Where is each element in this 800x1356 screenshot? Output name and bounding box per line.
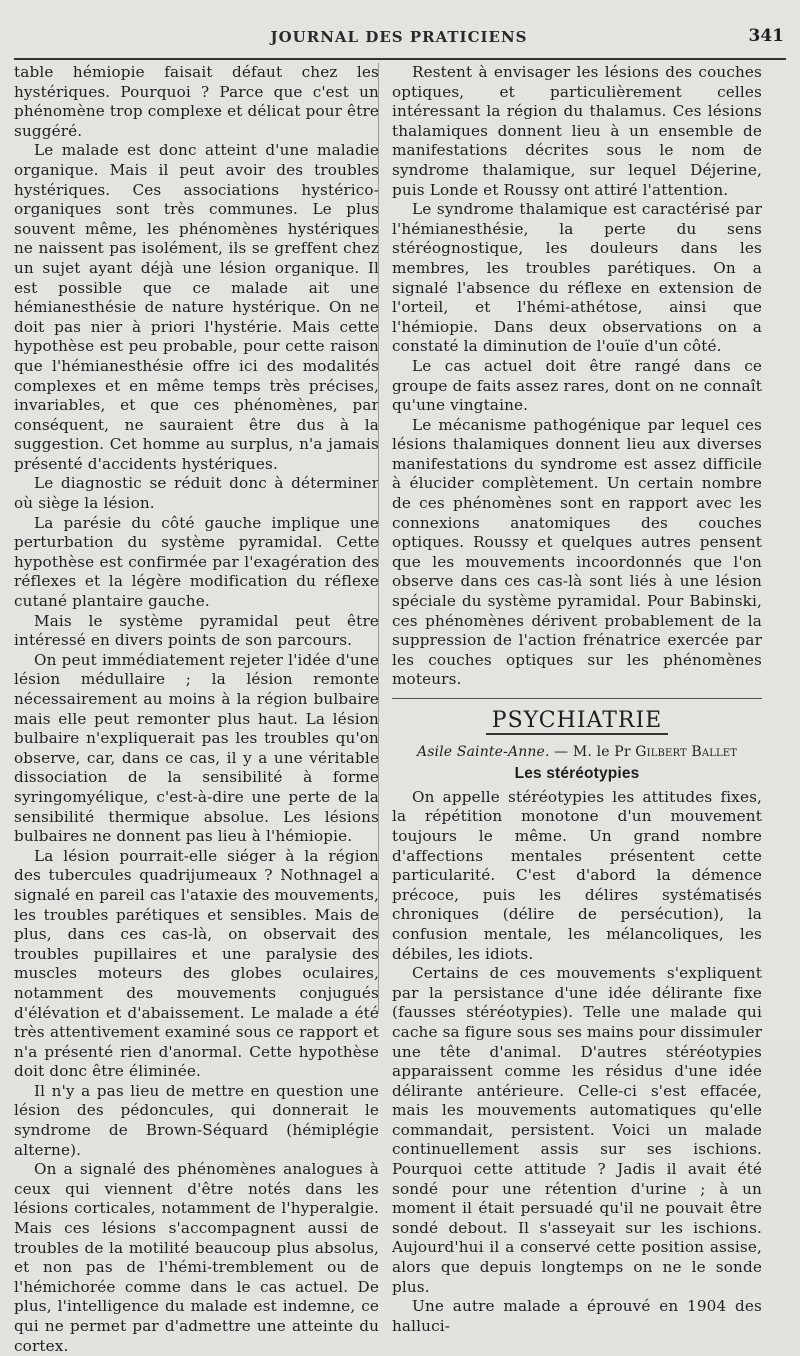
paragraph: On appelle stéréotypies les attitudes fixes, la répétition monotone d'un mouvement toujours le même. Un grand nombre d'affections mentales présentent cette particularité. C'est d'abord la démence précoce, puis les délires systématisés chroniques (délire de persécution), la confusion mentale, les mélancoliques, les débiles, les idiots.: [392, 787, 762, 963]
left-column: [14, 63, 379, 1356]
byline-separator: — M. le Pr: [549, 743, 636, 760]
paragraph: Il n'y a pas lieu de mettre en question une lésion des pédoncules, qui donnerait le syndrome de Brown-Séquard (hémiplégie alterne).: [14, 1081, 379, 1159]
running-title: JOURNAL DES PRATICIENS: [270, 28, 528, 46]
section-heading: [392, 708, 762, 735]
right-column: [392, 63, 762, 1336]
paragraph: Le mécanisme pathogénique par lequel ces lésions thalamiques donnent lieu aux diverses manifestations du syndrome est assez difficile à élucider complètement. Un certain nombre de ces phénomènes sont en rapport avec les connexions anatomiques des couches optiques. Roussy et quelques autres pensent que les mouvements incoordonnés que l'on observe dans ces cas-là sont liés à une lésion spéciale du système pyramidal. Pour Babinski, ces phénomènes dérivent probablement de la suppression de l'action frénatrice exercée par les couches optiques sur les phénomènes moteurs.: [392, 415, 762, 689]
byline: [392, 743, 762, 763]
paragraph: Le syndrome thalamique est caractérisé par l'hémianesthésie, la perte du sens stéréognostique, les douleurs dans les membres, les troubles parétiques. On a signalé l'absence du réflexe en extension de l'orteil, et l'hémi-athétose, ainsi que l'hémiopie. Dans deux observations on a constaté la diminution de l'ouïe d'un côté.: [392, 200, 762, 356]
header-rule: [14, 58, 786, 60]
paragraph: Mais le système pyramidal peut être intéressé en divers points de son parcours.: [14, 611, 379, 650]
paragraph: Le diagnostic se réduit donc à déterminer où siège la lésion.: [14, 474, 379, 513]
paragraph: On peut immédiatement rejeter l'idée d'une lésion médullaire ; la lésion remonte nécessairement au moins à la région bulbaire mais elle peut remonter plus haut. La lésion bulbaire n'expliquerait pas les troubles qu'on observe, car, dans ce cas, il y a une véritable dissociation de la sensibilité à forme syringomyélique, c'est-à-dire une perte de la sensibilité thermique absolue. Les lésions bulbaires ne donnent pas lieu à l'hémiopie.: [14, 650, 379, 846]
paragraph: Une autre malade a éprouvé en 1904 des halluci-: [392, 1297, 762, 1335]
page-number: 341: [748, 26, 784, 46]
paragraph: La parésie du côté gauche implique une perturbation du système pyramidal. Cette hypothèse est confirmée par l'exagération des réflexes et la légère modification du réflexe cutané plantaire gauche.: [14, 513, 379, 611]
page-header: [14, 24, 784, 54]
paragraph: On a signalé des phénomènes analogues à ceux qui viennent d'être notés dans les lésions corticales, notamment de l'hyperalgie. Mais ces lésions s'accompagnent aussi de troubles de la motilité beaucoup plus absolus, et non pas de l'hémi-tremblement ou de l'hémichorée comme dans le cas actuel. De plus, l'intelligence du malade est indemne, ce qui ne permet par d'admettre une atteinte du cortex.: [14, 1160, 379, 1355]
paragraph: Restent à envisager les lésions des couches optiques, et particulièrement celles intéressant la région du thalamus. Ces lésions thalamiques donnent lieu à un ensemble de manifestations décrites sous le nom de syndrome thalamique, sur lequel Déjerine, puis Londe et Roussy ont attiré l'attention.: [392, 63, 762, 199]
byline-name: Gilbert Ballet: [635, 743, 738, 760]
article-title: Les stéréotypies: [514, 765, 640, 783]
column-divider: [378, 63, 379, 1013]
paragraph: table hémiopie faisait défaut chez les hystériques. Pourquoi ? Parce que c'est un phénomène trop complexe et délicat pour être suggéré.: [14, 63, 379, 140]
paragraph: Certains de ces mouvements s'expliquent par la persistance d'une idée délirante fixe (fausses stéréotypies). Telle une malade qui cache sa figure sous ses mains pour dissimuler une tête d'animal. D'autres stéréotypies apparaissent comme les résidus d'une idée délirante antérieure. Celle-ci s'est effacée, mais les mouvements automatiques qu'elle commandait, persistent. Voici un malade continuellement assis sur ses ischions. Pourquoi cette attitude ? Jadis il avait été sondé pour une rétention d'urine ; à un moment il était persuadé qu'il ne pouvait être sondé debout. Il s'asseyait sur les ischions. Aujourd'hui il a conservé cette position assise, alors que depuis longtemps on ne le sonde plus.: [392, 964, 762, 1296]
section-heading-text: PSYCHIATRIE: [486, 711, 668, 735]
byline-place: Asile Sainte-Anne.: [416, 743, 550, 760]
paragraph: La lésion pourrait-elle siéger à la région des tubercules quadrijumeaux ? Nothnagel a signalé en pareil cas l'ataxie des mouvements, les troubles parétiques et sensibles. Mais de plus, dans ces cas-là, on observait des troubles pupillaires et une paralysie des muscles moteurs des globes oculaires, notamment des mouvements conjugués d'élévation et d'abaissement. Le malade a été très attentivement examiné sous ce rapport et n'a présenté rien d'anormal. Cette hypothèse doit donc être éliminée.: [14, 846, 379, 1081]
paragraph: Le cas actuel doit être rangé dans ce groupe de faits assez rares, dont on ne connaît qu'une vingtaine.: [392, 356, 762, 415]
section-rule: [392, 690, 762, 699]
paragraph: Le malade est donc atteint d'une maladie organique. Mais il peut avoir des troubles hystériques. Ces associations hystérico-organiques sont très communes. Le plus souvent même, les phénomènes hystériques ne naissent pas isolément, ils se greffent chez un sujet ayant déjà une lésion organique. Il est possible que ce malade ait une hémianesthésie de nature hystérique. On ne doit pas nier à priori l'hystérie. Mais cette hypothèse est peu probable, pour cette raison que l'hémianesthésie offre ici des modalités complexes et en même temps très précises, invariables, et que ces phénomènes, par conséquent, ne sauraient être dus à la suggestion. Cet homme au surplus, n'a jamais présenté d'accidents hystériques.: [14, 141, 379, 473]
